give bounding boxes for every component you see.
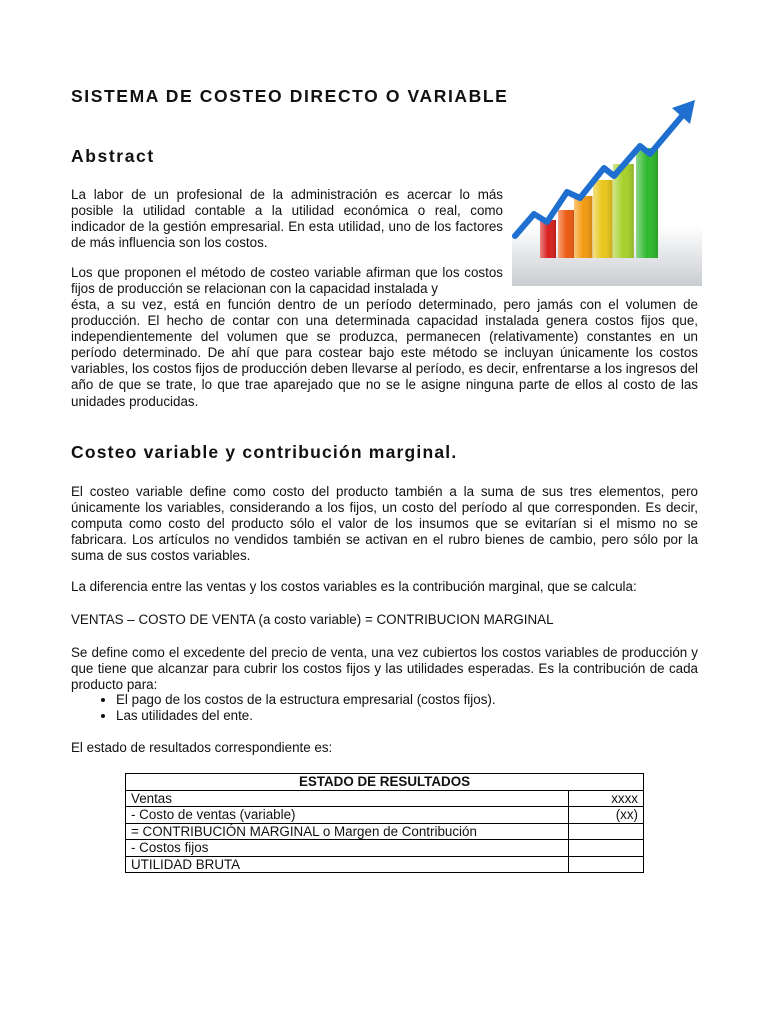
table-header: ESTADO DE RESULTADOS	[126, 774, 644, 791]
row-amount	[569, 823, 644, 840]
list-item: • Las utilidades del ente.	[116, 708, 496, 724]
costeo-paragraph-4: El estado de resultados correspondiente es:	[71, 740, 333, 755]
row-amount	[569, 856, 644, 873]
list-item: • El pago de los costos de la estructura empresarial (costos fijos).	[116, 692, 496, 708]
costeo-paragraph-2: La diferencia entre las ventas y los costos variables es la contribución marginal, que se calcula:	[71, 579, 637, 594]
row-label: - Costo de ventas (variable)	[126, 807, 569, 824]
table-row	[126, 807, 644, 824]
row-amount	[569, 840, 644, 857]
growth-bar-chart-illustration	[512, 96, 702, 286]
row-amount: (xx)	[569, 807, 644, 824]
row-label: UTILIDAD BRUTA	[126, 856, 569, 873]
section-heading-costeo-variable: Costeo variable y contribución marginal.	[71, 442, 458, 462]
table-row	[126, 840, 644, 857]
costeo-paragraph-1: El costeo variable define como costo del producto también a la suma de sus tres elementos, pero únicamente los variables, considerando a los fijos, un costo del período al que corresponden. Es decir, computa como costo del producto sólo el valor de los insumos que se evitarían si el mismo no se fabricara. Los artículos no vendidos también se activan en el rubro bienes de cambio, pero sólo por la suma de sus costos variables.	[71, 484, 698, 564]
abstract-paragraph-1: La labor de un profesional de la administración es acercar lo más posible la utilidad contable a la utilidad económica o real, como indicador de la gestión empresarial. En esta utilidad, uno de los factores de más influencia son los costos.	[71, 187, 503, 251]
income-statement-table	[125, 773, 644, 873]
table-row	[126, 856, 644, 873]
document-title: SISTEMA DE COSTEO DIRECTO O VARIABLE	[71, 86, 509, 106]
row-label: = CONTRIBUCIÓN MARGINAL o Margen de Contribución	[126, 823, 569, 840]
costeo-paragraph-3: Se define como el excedente del precio de venta, una vez cubiertos los costos variables de producción y que tiene que alcanzar para cubrir los costos fijos y las utilidades esperadas. Es la contribución de cada producto para:	[71, 645, 698, 693]
row-amount: xxxx	[569, 790, 644, 807]
bar-shine	[636, 148, 658, 258]
row-label: Ventas	[126, 790, 569, 807]
bar-shine	[574, 196, 592, 258]
bar-shine	[593, 180, 613, 258]
bar-shine	[558, 210, 575, 258]
contribution-bullet-list	[91, 692, 496, 724]
row-label: - Costos fijos	[126, 840, 569, 857]
abstract-paragraph-2-cont: ésta, a su vez, está en función dentro de un período determinado, pero jamás con el volumen de producción. El hecho de contar con una determinada capacidad instalada genera costos fijos que, independientemente del volumen que se produzca, permanecen (relativamente) constantes en un período determinado. De ahí que para costear bajo este método se incluyan únicamente los costos variables, los costos fijos de producción deben llevarse al período, es decir, enfrentarse a los ingresos del año de que se trate, lo que trae aparejado que no se le asigne ninguna parte de ellos al costo de las unidades producidas.	[71, 297, 698, 409]
table-row	[126, 823, 644, 840]
abstract-paragraph-2-start: Los que proponen el método de costeo variable afirman que los costos fijos de producción se relacionan con la capacidad instalada y	[71, 265, 503, 297]
contribution-formula: VENTAS – COSTO DE VENTA (a costo variable) = CONTRIBUCION MARGINAL	[71, 612, 554, 627]
table-row	[126, 790, 644, 807]
bar-shine	[540, 220, 556, 258]
table-header-row	[126, 774, 644, 791]
abstract-heading: Abstract	[71, 146, 155, 166]
